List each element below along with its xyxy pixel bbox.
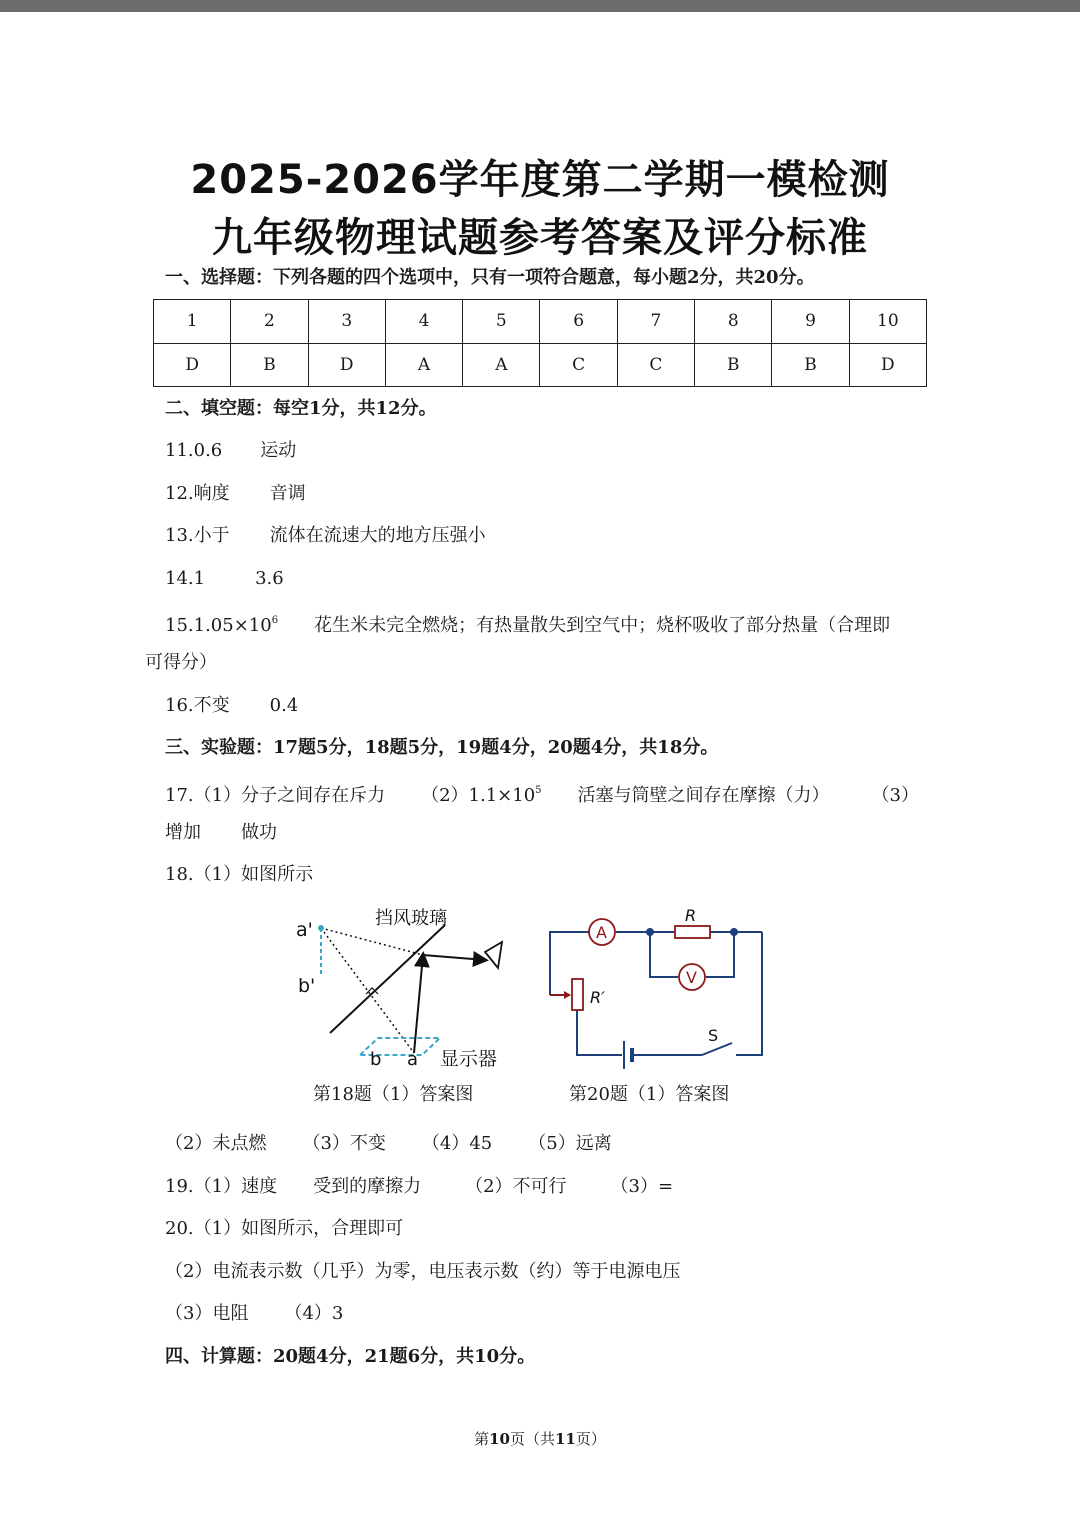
exponent: 5 <box>535 785 542 796</box>
question-number: 13.小于 <box>165 525 230 546</box>
resistor-r <box>675 926 710 938</box>
answer-part: （5）远离 <box>528 1133 612 1154</box>
answer-q11 <box>165 439 296 463</box>
junction-dot <box>646 928 654 936</box>
answer-q20-part-1: 20.（1）如图所示，合理即可 <box>165 1218 404 1239</box>
point-a-prime <box>318 925 324 931</box>
answer-part: （2）1.1×10 <box>421 785 536 806</box>
answer-text: 0.4 <box>269 695 299 716</box>
table-cell: 6 <box>540 300 617 344</box>
table-cell: 5 <box>463 300 540 344</box>
answer-q15 <box>165 609 890 638</box>
answer-table-number-row <box>154 300 927 344</box>
rheostat <box>572 979 583 1010</box>
answer-q20-part-3 <box>165 1302 343 1326</box>
answer-text: 3.6 <box>255 568 284 589</box>
ammeter-label: A <box>596 923 607 942</box>
section-2-heading: 二、填空题：每空1分，共12分。 <box>165 398 437 419</box>
page-total: 11 <box>555 1430 576 1448</box>
figure-20-caption: 第20题（1）答案图 <box>569 1084 730 1105</box>
virtual-ray-upper <box>321 928 423 955</box>
answer-part: （4）45 <box>421 1133 493 1154</box>
table-cell: D <box>154 343 231 387</box>
table-cell: A <box>385 343 462 387</box>
title-line-2: 九年级物理试题参考答案及评分标准 <box>212 215 868 261</box>
label-a-prime: a' <box>296 919 313 941</box>
answer-q16 <box>165 694 298 718</box>
table-cell: B <box>772 343 849 387</box>
answer-part: （3）= <box>610 1176 674 1197</box>
reflected-ray <box>423 955 485 960</box>
switch-label: S <box>708 1026 719 1045</box>
answer-part: （3）电阻 <box>165 1303 249 1324</box>
question-number: 16.不变 <box>165 695 230 716</box>
label-b: b <box>370 1049 382 1070</box>
table-cell: 1 <box>154 300 231 344</box>
slider-arrow <box>564 991 571 999</box>
section-1-heading: 一、选择题：下列各题的四个选项中，只有一项符合题意，每小题2分，共20分。 <box>165 267 815 288</box>
eye-icon <box>485 942 502 968</box>
junction-dot <box>730 928 738 936</box>
table-cell: 9 <box>772 300 849 344</box>
rheostat-label: R′ <box>590 988 605 1007</box>
table-cell: D <box>849 343 926 387</box>
section-3-heading: 三、实验题：17题5分，18题5分，19题4分，20题4分，共18分。 <box>165 737 719 758</box>
table-cell: C <box>540 343 617 387</box>
table-cell: 7 <box>617 300 694 344</box>
table-cell: B <box>231 343 308 387</box>
circuit-wire-voltmeter <box>650 932 678 977</box>
answer-q17 <box>165 779 919 808</box>
answer-q13 <box>165 524 486 548</box>
answer-text: 花生米未完全燃烧；有热量散失到空气中；烧杯吸收了部分热量（合理即 <box>314 615 891 636</box>
page-footer <box>0 1428 1080 1449</box>
answer-part: 19.（1）速度 <box>165 1176 278 1197</box>
label-a: a <box>407 1049 419 1070</box>
answer-q15-continued: 可得分） <box>145 652 217 673</box>
figure-20-circuit <box>540 905 780 1075</box>
answer-text: 音调 <box>269 483 306 504</box>
table-cell: A <box>463 343 540 387</box>
title-line-1: 2025-2026学年度第二学期一模检测 <box>190 157 890 203</box>
answer-part: 受到的摩擦力 <box>313 1176 422 1197</box>
figure-18-diagram <box>290 900 530 1080</box>
footer-text: 页） <box>575 1430 606 1448</box>
virtual-ray-lower <box>321 928 414 1053</box>
circuit-wire-right <box>736 932 762 1055</box>
page-number: 10 <box>489 1430 510 1448</box>
answer-part: （4）3 <box>284 1303 344 1324</box>
answer-q17-line-2 <box>165 821 277 845</box>
table-cell: 2 <box>231 300 308 344</box>
answer-q12 <box>165 482 306 506</box>
voltmeter-label: V <box>686 968 697 987</box>
answer-q18-rest <box>165 1132 612 1156</box>
figure-18-caption: 第18题（1）答案图 <box>313 1084 474 1105</box>
question-number: 12.响度 <box>165 483 230 504</box>
answer-part: （3）不变 <box>302 1133 386 1154</box>
answer-part: 活塞与筒壁之间存在摩擦（力） <box>577 785 830 806</box>
table-cell: 3 <box>308 300 385 344</box>
answer-part: （2）未点燃 <box>165 1133 267 1154</box>
section-4-heading: 四、计算题：20题4分，21题6分，共10分。 <box>165 1346 536 1367</box>
answer-table-answer-row <box>154 343 927 387</box>
footer-text: 第 <box>474 1430 490 1448</box>
resistor-r-label: R <box>685 906 697 925</box>
label-display: 显示器 <box>440 1048 498 1070</box>
answer-part: （3） <box>871 785 919 806</box>
answer-part: 增加 <box>165 822 201 843</box>
answer-text: 运动 <box>260 440 297 461</box>
question-number: 15.1.05×10 <box>165 615 272 636</box>
answer-q18-part-1: 18.（1）如图所示 <box>165 864 314 885</box>
table-cell: 8 <box>695 300 772 344</box>
answer-part: 做功 <box>241 822 277 843</box>
circuit-wire-rheostat <box>577 1010 622 1055</box>
answer-part: （2）不可行 <box>465 1176 567 1197</box>
table-cell: 4 <box>385 300 462 344</box>
answer-q14 <box>165 567 284 591</box>
answer-table <box>153 299 927 387</box>
answer-q19 <box>165 1175 673 1199</box>
top-bar <box>0 0 1080 12</box>
question-number: 11.0.6 <box>165 440 223 461</box>
table-cell: C <box>617 343 694 387</box>
answer-part: 17.（1）分子之间存在斥力 <box>165 785 386 806</box>
answer-text: 流体在流速大的地方压强小 <box>269 525 486 546</box>
label-windshield: 挡风玻璃 <box>375 908 447 929</box>
table-cell: D <box>308 343 385 387</box>
exponent: 6 <box>271 615 279 626</box>
table-cell: 10 <box>849 300 926 344</box>
answer-q20-part-2: （2）电流表示数（几乎）为零，电压表示数（约）等于电源电压 <box>165 1261 681 1282</box>
label-b-prime: b' <box>298 975 316 997</box>
question-number: 14.1 <box>165 568 206 589</box>
footer-text: 页（共 <box>509 1430 555 1448</box>
table-cell: B <box>695 343 772 387</box>
